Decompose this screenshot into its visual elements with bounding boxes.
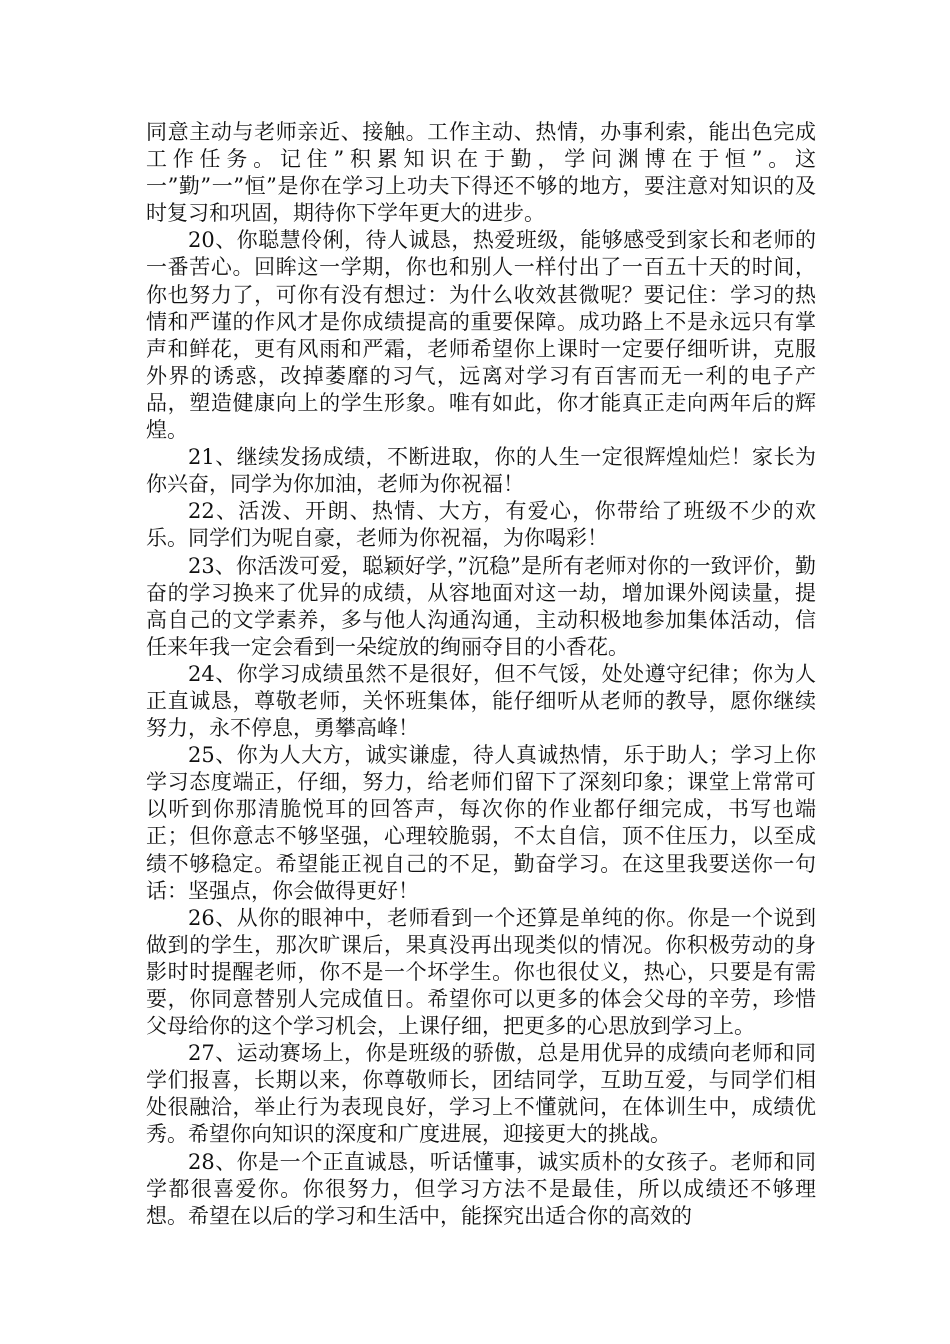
paragraph-comment-24: 24、你学习成绩虽然不是很好，但不气馁，处处遵守纪律；你为人正直诚恳，尊敬老师，关怀班集体，能仔细听从老师的教导，愿你继续努力，永不停息，勇攀高峰！: [146, 661, 816, 741]
paragraph-continuation: 同意主动与老师亲近、接触。工作主动、热情，办事利索，能出色完成工作任务。记住”积累知识在于勤，学问渊博在于恒”。这一”勤”一”恒”是你在学习上功夫下得还不够的地方，要注意对知识的及时复习和巩固，期待你下学年更大的进步。: [146, 120, 816, 226]
paragraph-comment-22: 22、活泼、开朗、热情、大方，有爱心，你带给了班级不少的欢乐。同学们为呢自豪，老师为你祝福，为你喝彩！: [146, 499, 816, 551]
paragraph-comment-28: 28、你是一个正直诚恳，听话懂事，诚实质朴的女孩子。老师和同学都很喜爱你。你很努力，但学习方法不是最佳，所以成绩还不够理想。希望在以后的学习和生活中，能探究出适合你的高效的: [146, 1149, 816, 1228]
paragraph-comment-20: 20、你聪慧伶俐，待人诚恳，热爱班级，能够感受到家长和老师的一番苦心。回眸这一学期，你也和别人一样付出了一百五十天的时间，你也努力了，可你有没有想过：为什么收效甚微呢？要记住：学习的热情和严谨的作风才是你成绩提高的重要保障。成功路上不是永远只有掌声和鲜花，更有风雨和严霜，老师希望你上课时一定要仔细听讲，克服外界的诱惑，改掉萎靡的习气，远离对学习有百害而无一利的电子产品，塑造健康向上的学生形象。唯有如此，你才能真正走向两年后的辉煌。: [146, 228, 816, 443]
paragraph-comment-25: 25、你为人大方，诚实谦虚，待人真诚热情，乐于助人；学习上你学习态度端正，仔细，努力，给老师们留下了深刻印象；课堂上常常可以听到你那清脆悦耳的回答声，每次你的作业都仔细完成，书写也端正；但你意志不够坚强，心理较脆弱，不太自信，顶不住压力，以至成绩不够稳定。希望能正视自己的不足，勤奋学习。在这里我要送你一句话：坚强点，你会做得更好！: [146, 743, 816, 903]
paragraph-comment-21: 21、继续发扬成绩，不断进取，你的人生一定很辉煌灿烂！家长为你兴奋，同学为你加油，老师为你祝福！: [146, 445, 816, 497]
paragraph-comment-23: 23、你活泼可爱，聪颖好学，”沉稳”是所有老师对你的一致评价，勤奋的学习换来了优异的成绩，从容地面对这一劫，增加课外阅读量，提高自己的文学素养，多与他人沟通沟通，主动积极地参加集体活动，信任来年我一定会看到一朵绽放的绚丽夺目的小香花。: [146, 553, 816, 659]
paragraph-comment-26: 26、从你的眼神中，老师看到一个还算是单纯的你。你是一个说到做到的学生，那次旷课后，果真没再出现类似的情况。你积极劳动的身影时时提醒老师，你不是一个坏学生。你也很仗义，热心，只要是有需要，你同意替别人完成值日。希望你可以更多的体会父母的辛劳，珍惜父母给你的这个学习机会，上课仔细，把更多的心思放到学习上。: [146, 905, 816, 1039]
paragraph-comment-27: 27、运动赛场上，你是班级的骄傲，总是用优异的成绩向老师和同学们报喜，长期以来，你尊敬师长，团结同学，互助互爱，与同学们相处很融洽，举止行为表现良好，学习上不懂就问，在体训生中，成绩优秀。希望你向知识的深度和广度进展，迎接更大的挑战。: [146, 1041, 816, 1147]
document-body: [146, 119, 816, 1230]
